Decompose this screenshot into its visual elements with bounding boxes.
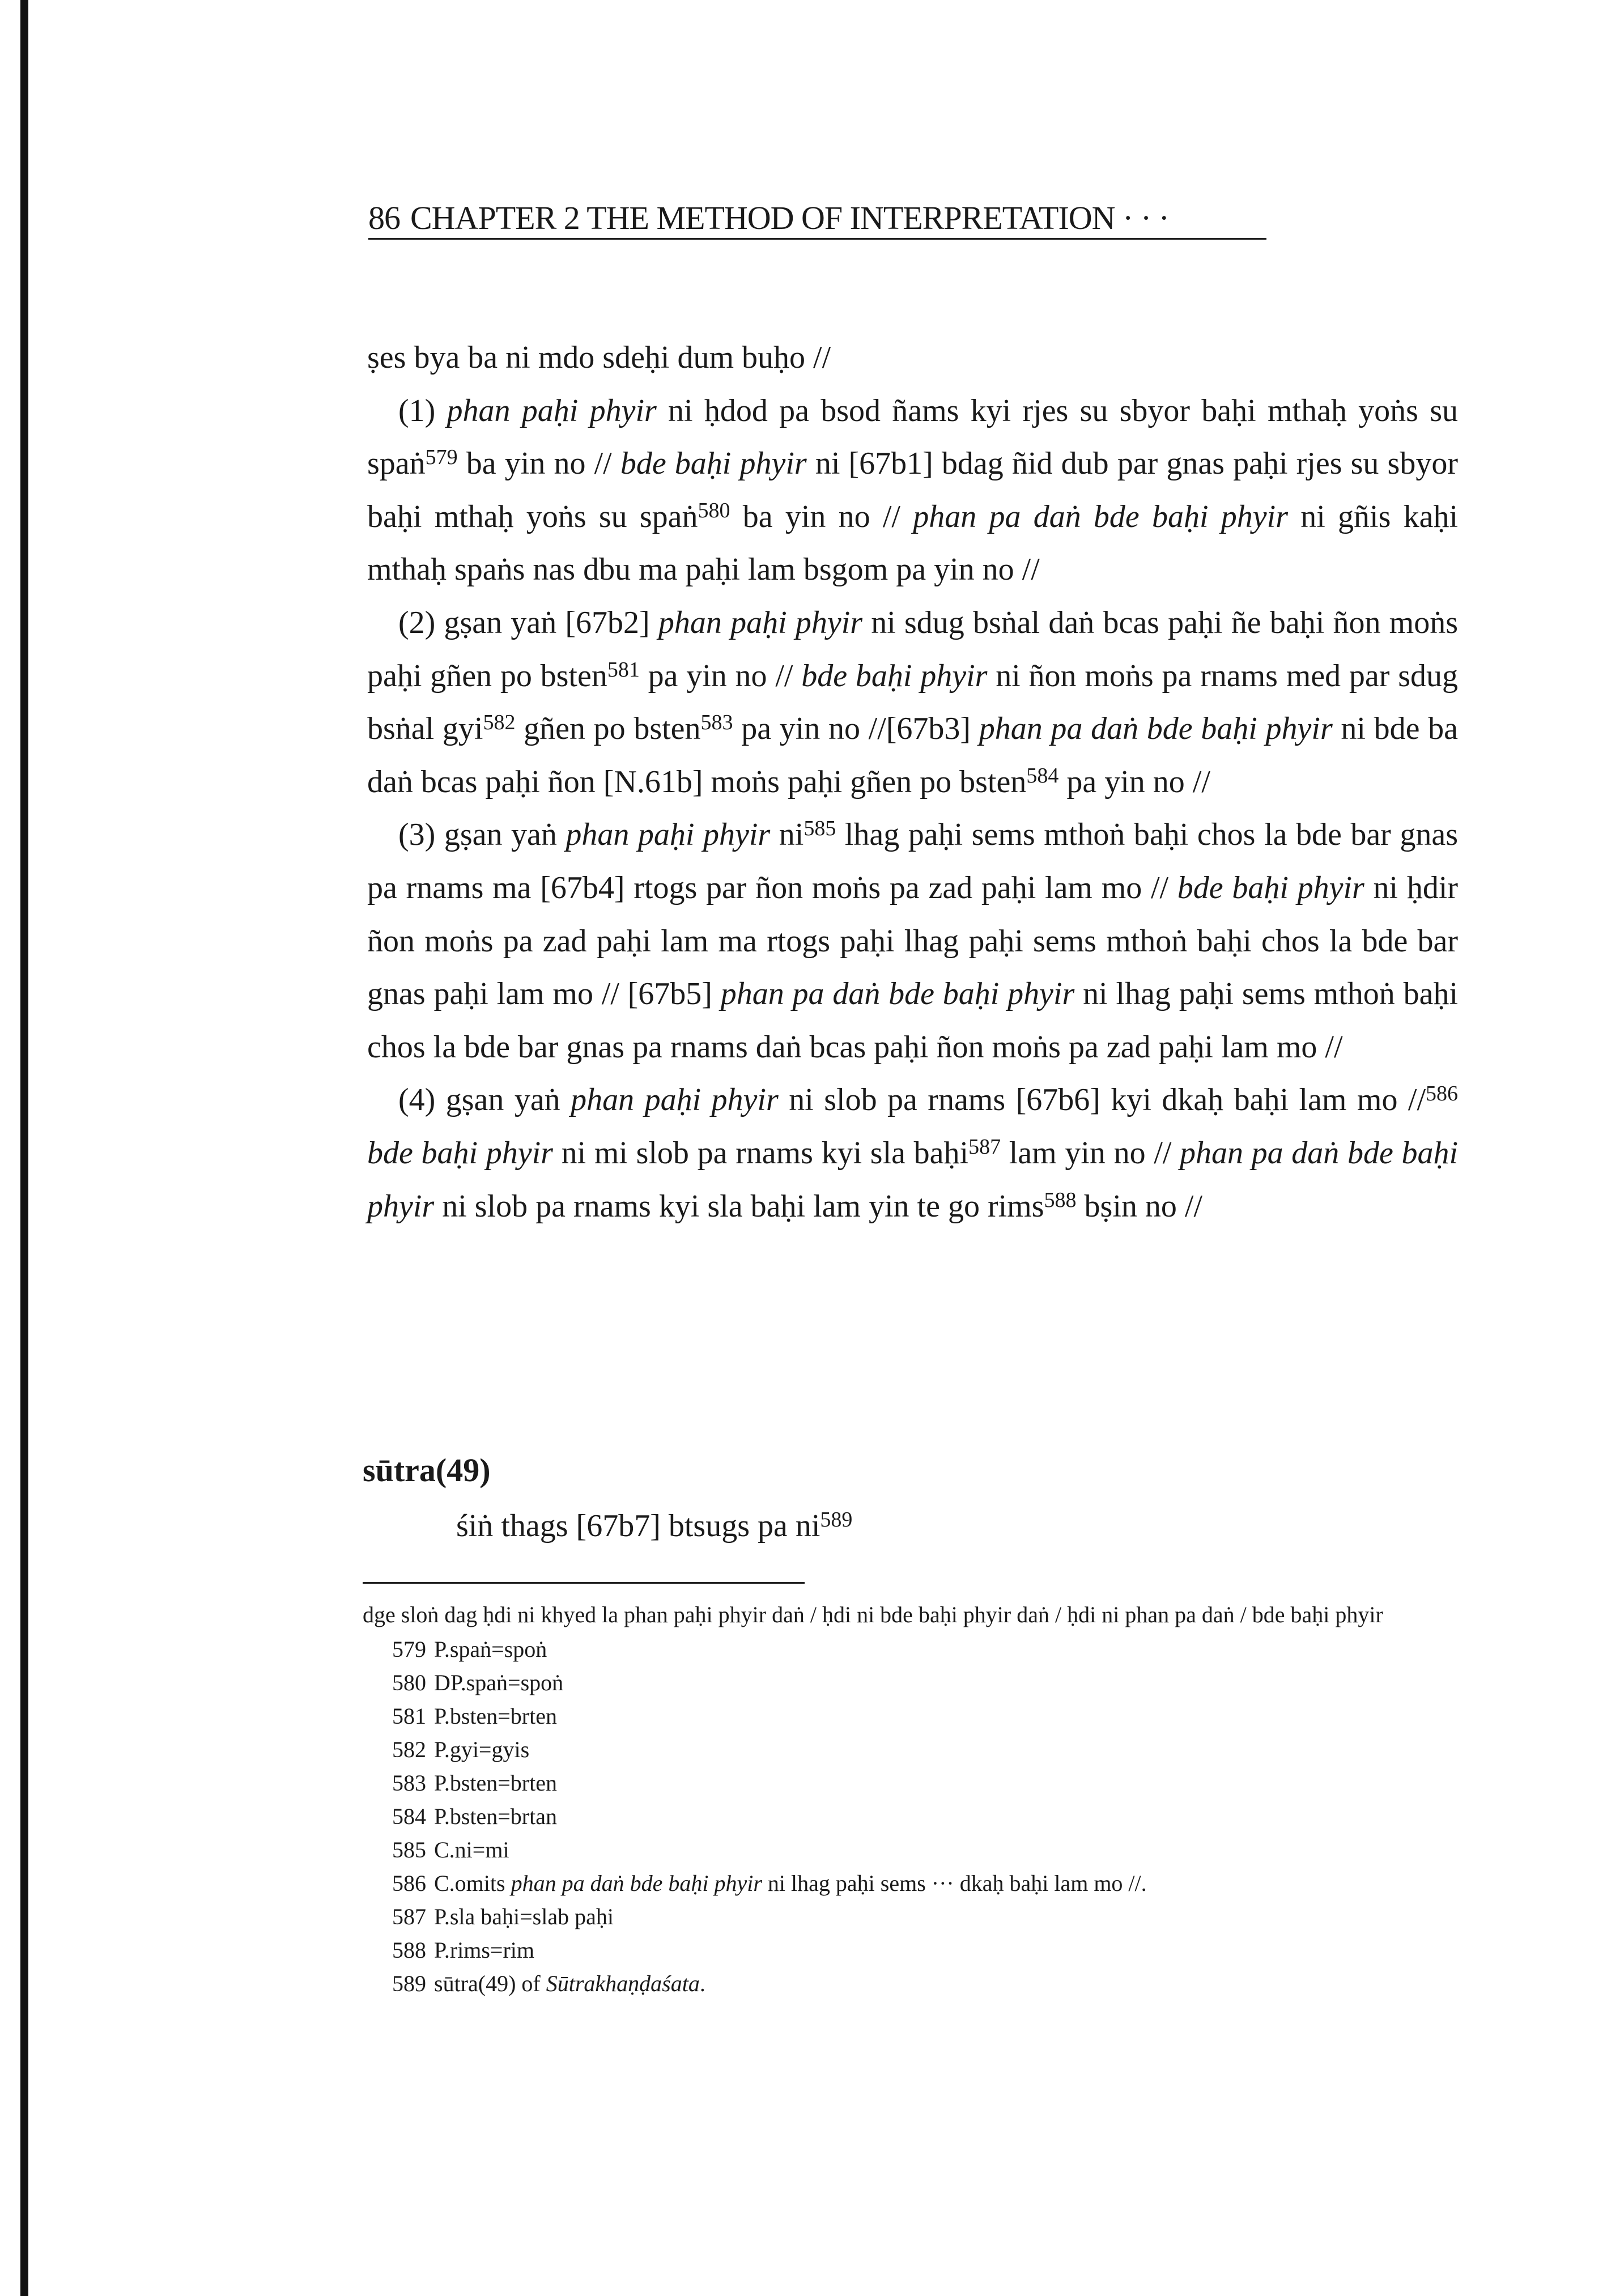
footnote-ref: 584 bbox=[1026, 763, 1059, 788]
footnote-number: 580 bbox=[392, 1670, 426, 1695]
sutra-heading: sūtra(49) bbox=[363, 1452, 491, 1489]
text-run: P.bsten=brten bbox=[434, 1770, 557, 1796]
text-run: C.omits bbox=[434, 1870, 511, 1896]
text-run: P.gyi=gyis bbox=[434, 1737, 530, 1762]
footnote-item bbox=[363, 1766, 1428, 1800]
text-run: ni mi slob pa rnams kyi sla baḥi bbox=[552, 1135, 969, 1171]
text-run: ṣes bya ba ni mdo sdeḥi dum buḥo // bbox=[367, 340, 831, 375]
italic-phrase: phan pa daṅ bde baḥi phyir bbox=[979, 711, 1333, 747]
text-run: P.spaṅ=spoṅ bbox=[434, 1636, 547, 1662]
footnote-item bbox=[363, 1866, 1428, 1900]
footnote-ref: 585 bbox=[804, 817, 836, 841]
footnote-list bbox=[363, 1632, 1428, 2000]
text-run: ni bde ba daṅ bcas paḥi ñon [N.61b] moṅs paḥi gñen po bsten bbox=[367, 711, 1459, 800]
text-run: C.ni=mi bbox=[434, 1837, 509, 1863]
italic-phrase: phan pa daṅ bde baḥi phyir bbox=[511, 1870, 762, 1896]
text-run: P.rims=rim bbox=[434, 1937, 535, 1963]
running-header bbox=[368, 198, 1266, 240]
sutra-text-line bbox=[456, 1506, 852, 1546]
text-run: ni lhag paḥi sems ··· dkaḥ baḥi lam mo //. bbox=[762, 1870, 1147, 1896]
text-run: ba yin no // bbox=[457, 446, 620, 482]
footnote-item bbox=[363, 1833, 1428, 1866]
footnote-ref: 581 bbox=[607, 657, 640, 682]
footnote-ref: 582 bbox=[483, 711, 516, 735]
footnote-ref: 583 bbox=[700, 711, 733, 735]
italic-phrase: phan paḥi phyir bbox=[571, 1082, 779, 1118]
text-run: (3) gṣan yaṅ bbox=[398, 817, 566, 853]
footnote-item bbox=[363, 1933, 1428, 1967]
text-run: P.bsten=brten bbox=[434, 1703, 557, 1729]
text-run: ni ḥdir ñon moṅs pa zad paḥi lam ma rtogs paḥi lhag paḥi sems mthoṅ baḥi chos la bde bar gnas paḥi lam mo // [67b5] bbox=[367, 870, 1459, 1012]
footnote-number: 588 bbox=[392, 1937, 426, 1963]
body-paragraph bbox=[367, 1074, 1458, 1233]
footnote-item bbox=[363, 1900, 1428, 1933]
text-run: . bbox=[699, 1971, 705, 1996]
italic-phrase: Sūtrakhaṇḍaśata bbox=[546, 1971, 700, 1996]
footnote-item bbox=[363, 1632, 1428, 1666]
main-text bbox=[367, 331, 1458, 1233]
footnote-number: 581 bbox=[392, 1703, 426, 1729]
text-run: śiṅ thags [67b7] btsugs pa ni bbox=[456, 1508, 820, 1544]
text-run: lhag paḥi sems mthoṅ baḥi chos la bde bar gnas pa rnams ma [67b4] rtogs par ñon moṅs pa zad paḥi lam mo // bbox=[367, 817, 1459, 905]
body-paragraph bbox=[367, 597, 1458, 809]
text-run: ba yin no // bbox=[730, 499, 913, 534]
text-run: DP.spaṅ=spoṅ bbox=[434, 1670, 564, 1695]
body-paragraph bbox=[367, 331, 1458, 385]
italic-phrase: bde baḥi phyir bbox=[620, 446, 807, 482]
text-run: ni ñon moṅs pa rnams med par sdug bsṅal gyi bbox=[367, 658, 1458, 747]
scan-edge-border bbox=[20, 0, 28, 2296]
footnote-number: 582 bbox=[392, 1737, 426, 1762]
text-run: ni gñis kaḥi mthaḥ spaṅs nas dbu ma paḥi lam bsgom pa yin no // bbox=[367, 499, 1459, 588]
italic-phrase: bde baḥi phyir bbox=[367, 1135, 553, 1171]
footnote-number: 589 bbox=[392, 1971, 426, 1996]
footnote-number: 584 bbox=[392, 1804, 426, 1829]
italic-phrase: bde baḥi phyir bbox=[801, 658, 988, 694]
text-run: ni slob pa rnams kyi sla baḥi lam yin te go rims bbox=[434, 1188, 1044, 1224]
footnote-item bbox=[363, 1800, 1428, 1833]
footnote-number: 587 bbox=[392, 1904, 426, 1929]
footnote-number: 586 bbox=[392, 1870, 426, 1896]
text-run: pa yin no //[67b3] bbox=[733, 711, 979, 747]
italic-phrase: phan paḥi phyir bbox=[566, 817, 771, 853]
footnote-ref: 586 bbox=[1426, 1082, 1458, 1106]
text-run: pa yin no // bbox=[1058, 764, 1210, 800]
text-run: ni lhag paḥi sems mthoṅ baḥi chos la bde bar gnas pa rnams daṅ bcas paḥi ñon moṅs pa zad paḥi lam mo // bbox=[367, 976, 1459, 1065]
footnote-item bbox=[363, 1733, 1428, 1766]
italic-phrase: phan pa daṅ bde baḥi phyir bbox=[720, 976, 1075, 1012]
text-run: ni [67b1] bdag ñid dub par gnas paḥi rjes su sbyor baḥi mthaḥ yoṅs su spaṅ bbox=[367, 446, 1458, 534]
footnote-ref: 580 bbox=[698, 498, 730, 522]
text-run: lam yin no // bbox=[1001, 1135, 1180, 1171]
footnote-ref: 587 bbox=[968, 1134, 1001, 1159]
footnote-number: 583 bbox=[392, 1770, 426, 1796]
body-paragraph bbox=[367, 385, 1458, 597]
footnote-item bbox=[363, 1699, 1428, 1733]
italic-phrase: bde baḥi phyir bbox=[1177, 870, 1364, 905]
chapter-title: CHAPTER 2 THE METHOD OF INTERPRETATION · · · bbox=[410, 199, 1169, 236]
text-run: ni slob pa rnams [67b6] kyi dkaḥ baḥi lam mo // bbox=[778, 1082, 1426, 1118]
text-run: ni ḥdod pa bsod ñams kyi rjes su sbyor baḥi mthaḥ yoṅs su spaṅ bbox=[367, 393, 1459, 482]
footnote-ref: 588 bbox=[1044, 1188, 1077, 1212]
text-run: sūtra(49) of bbox=[434, 1971, 546, 1996]
text-run: ni bbox=[770, 817, 804, 853]
italic-phrase: phan pa daṅ bde baḥi phyir bbox=[913, 499, 1288, 534]
footnote-item bbox=[363, 1666, 1428, 1699]
text-run: P.sla baḥi=slab paḥi bbox=[434, 1904, 614, 1929]
italic-phrase: phan paḥi phyir bbox=[658, 605, 863, 640]
body-paragraph bbox=[367, 809, 1458, 1074]
text-run: (2) gṣan yaṅ [67b2] bbox=[398, 605, 658, 640]
page-number: 86 bbox=[368, 199, 400, 236]
text-run: bṣin no // bbox=[1076, 1188, 1202, 1224]
italic-phrase: phan pa daṅ bde baḥi phyir bbox=[367, 1135, 1459, 1224]
italic-phrase: phan paḥi phyir bbox=[447, 393, 657, 428]
text-run: P.bsten=brtan bbox=[434, 1804, 557, 1829]
text-run: gñen po bsten bbox=[515, 711, 701, 747]
footnote-number: 585 bbox=[392, 1837, 426, 1863]
footnote-number: 579 bbox=[392, 1636, 426, 1662]
text-run: (4) gṣan yaṅ bbox=[398, 1082, 571, 1118]
footnote-item bbox=[363, 1967, 1428, 2000]
footnote-divider bbox=[363, 1582, 805, 1584]
text-run: (1) bbox=[398, 393, 447, 428]
text-run: ni sdug bsṅal daṅ bcas paḥi ñe baḥi ñon moṅs paḥi gñen po bsten bbox=[367, 605, 1458, 694]
footnote-intro: dge sloṅ dag ḥdi ni khyed la phan paḥi phyir daṅ / ḥdi ni bde baḥi phyir daṅ / ḥdi ni phan pa daṅ / bde baḥi phyir bbox=[363, 1602, 1383, 1627]
footnote-ref: 589 bbox=[820, 1508, 853, 1532]
text-run: pa yin no // bbox=[639, 658, 802, 694]
footnotes bbox=[363, 1598, 1428, 2000]
footnote-ref: 579 bbox=[425, 445, 458, 470]
